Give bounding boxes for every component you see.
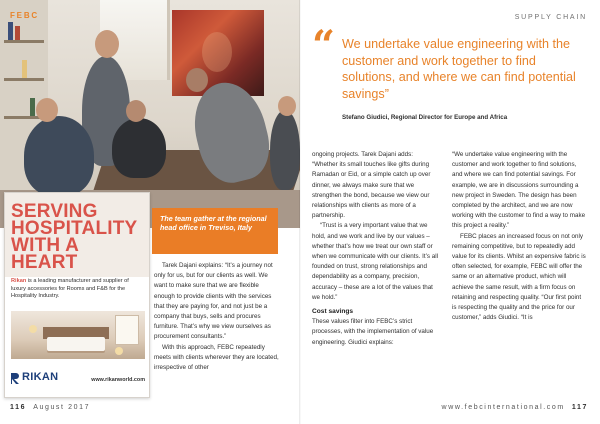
issue-date: August 2017 <box>33 404 91 411</box>
rikan-logo-text: RIKAN <box>22 371 59 383</box>
article-column-1 <box>154 261 281 373</box>
photo-shelf <box>4 78 44 81</box>
advert-intro-text: is a leading manufacturer and supplier of luxury accessories for Rooms and F&B for the Hospitality Industry. <box>11 278 129 300</box>
article-paragraph: ongoing projects. Tarek Dajani adds: “Whether its small touches like gifts during Ramadan or Eid, or a simple catch up over dinner, we always make sure that we strengthen the bond, because we view our relationships with clients as more of a partnership. <box>312 151 431 220</box>
photo-person-head <box>186 68 208 92</box>
room-lamp <box>29 325 37 333</box>
page-number-right: 117 <box>571 404 588 411</box>
photo-person-head <box>278 96 296 116</box>
advert-hotel-room-image <box>11 311 145 359</box>
section-label: SUPPLY CHAIN <box>514 14 587 21</box>
article-column-3 <box>452 150 586 323</box>
advert-logo-row <box>11 369 145 391</box>
pull-quote: We undertake value engineering with the customer and work together to find solutions, and where we can find potential savings” <box>342 37 576 101</box>
photo-book <box>8 22 13 40</box>
article-paragraph: “We undertake value engineering with the customer and work together to find solutions, and where we can find potential savings. For example, we are in discussions surrounding a new project in Sweden. The design has been completed by the architect, and we are now working with the customer to find a way to make this project a reality.” <box>452 151 586 230</box>
article-column-2 <box>312 150 440 348</box>
rikan-logo-icon <box>11 373 20 384</box>
magazine-name: FEBC <box>10 11 39 20</box>
room-window <box>115 315 139 345</box>
photo-book <box>22 60 27 78</box>
photo-shelf <box>4 40 44 43</box>
page-gutter <box>299 0 301 424</box>
photo-book <box>15 26 20 40</box>
photo-book <box>30 98 35 116</box>
photo-caption-box <box>152 208 278 254</box>
photo-person-head <box>126 100 146 122</box>
article-paragraph: “Trust is a very important value that we hold, and we work and live by our values – whether that’s how we treat our own staff or when we communicate with our clients. It’s all founded on trust, strong relationships and dependability as a company, precision, accuracy – these are a lot of the values that we hold.” <box>312 222 438 301</box>
article-paragraph: With this approach, FEBC repeatedly meets with clients wherever they are located, irrespective of other <box>154 343 279 372</box>
advert-website[interactable]: www.rikanworld.com <box>91 377 145 383</box>
page-number-left: 116 <box>10 404 27 411</box>
quote-mark-icon: “ <box>312 22 336 69</box>
room-bed <box>47 337 105 351</box>
advert-brand-word: Rikan <box>11 278 27 284</box>
article-subhead: Cost savings <box>312 308 354 316</box>
pull-quote-attribution: Stefano Giudici, Regional Director for Europe and Africa <box>342 114 508 121</box>
article-paragraph: These values filter into FEBC’s strict processes, with the implementation of value engineering. Giudici explains: <box>312 318 434 346</box>
photo-person-head <box>95 30 119 58</box>
photo-person-seated-centre <box>112 118 166 178</box>
photo-person-seated-left <box>24 116 94 196</box>
article-paragraph: Tarek Dajani explains: “It’s a journey not only for us, but for our clients as well. We want to make sure that we are flexible enough to provide clients with the services that they are paying for, and not just be a company that buys, sells and procures furniture. That’s why we view ourselves as procurement consultants.” <box>154 262 273 341</box>
rikan-advert[interactable] <box>4 192 150 398</box>
advert-headline: SERVING HOSPITALITY WITH A HEART <box>11 201 138 273</box>
article-paragraph: FEBC places an increased focus on not only remaining competitive, but to repeatedly add value for its clients. Whilst an expensive fabric is often selected, for example, FEBC will offer the same or an alternative product, which will achieve the same result, with a firm focus on retaining and respecting quality. “Our first point is respecting the quality and the price for our customer,” adds Giudici. “It is <box>452 232 586 322</box>
advert-intro <box>11 278 145 301</box>
photo-person-right <box>270 110 300 190</box>
folio-right <box>442 404 588 411</box>
photo-caption: The team gather at the regional head office in Treviso, Italy <box>160 214 267 233</box>
footer-website[interactable]: www.febcinternational.com <box>441 404 565 411</box>
photo-person-head <box>36 98 58 122</box>
folio-left <box>10 404 90 411</box>
room-lamp <box>115 347 123 355</box>
